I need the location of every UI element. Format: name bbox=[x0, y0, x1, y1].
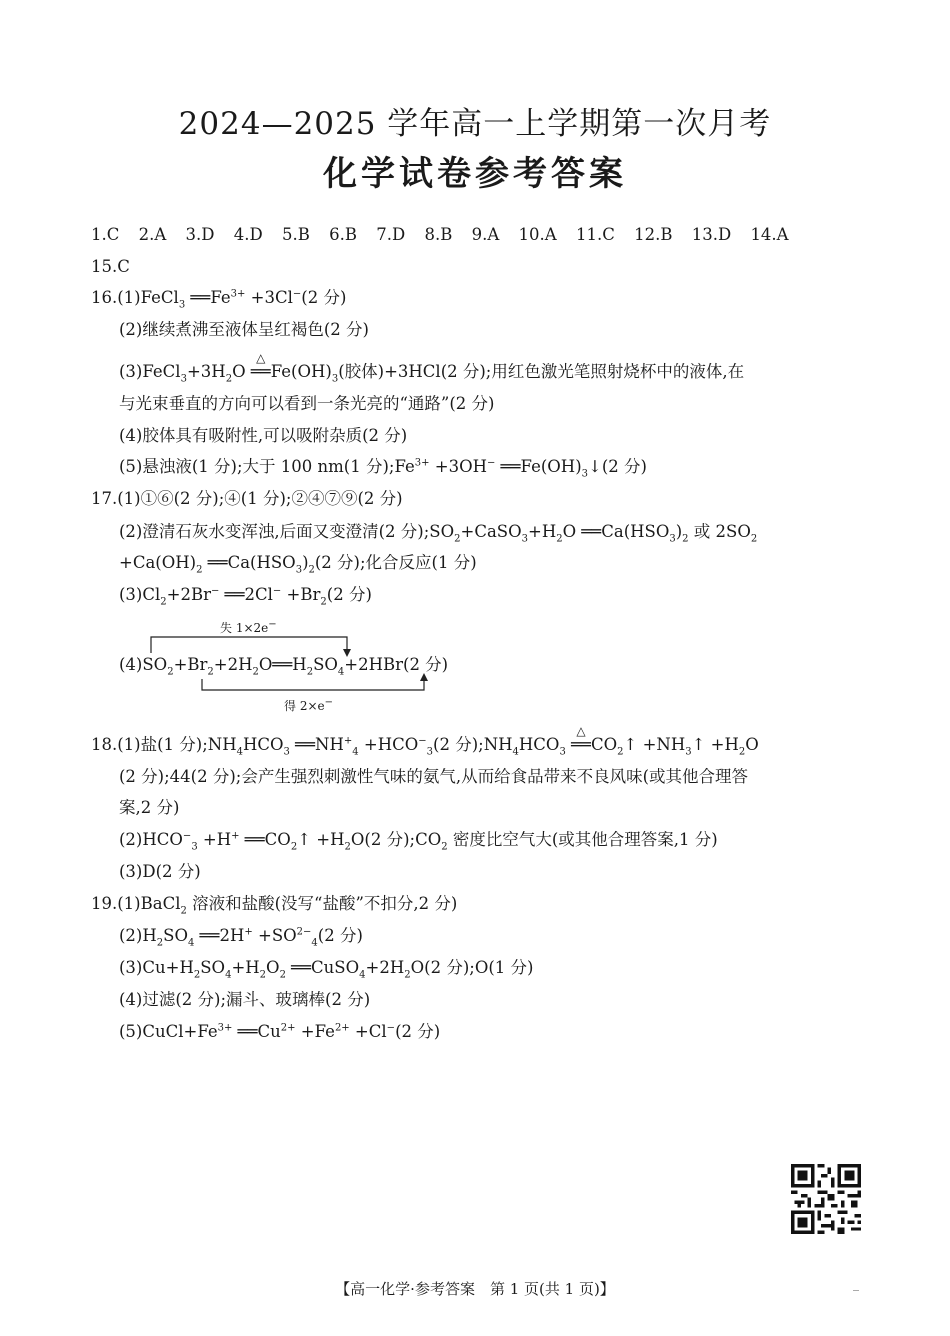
mc-answer: 3.D bbox=[185, 225, 215, 244]
heat-triangle-icon: △ bbox=[576, 724, 586, 738]
q19-part2: $(2)H_2SO_4$ ══2H+ $+SO^{2-}_4(2$ 分) bbox=[119, 926, 363, 949]
q16-part3-line1: $(3)FeCl_3+3H_2O$ △ $══Fe(OH)_3$(胶体)+3HCl(2 分);用红色激光笔照射烧杯中的液体,在 bbox=[119, 361, 744, 383]
q16-part1: 16.(1)FeCl$_3$ $══Fe^{3+} +3Cl^-(2$ 分) bbox=[91, 288, 347, 311]
q19-part5: $(5)CuCl+Fe^{3+}$ $══Cu^{2+} +Fe^{2+} +Cl^-(2$ 分) bbox=[119, 1022, 441, 1041]
q16-part3-line2: 与光束垂直的方向可以看到一条光亮的“通路”(2 分) bbox=[119, 394, 495, 413]
heat-triangle-icon: △ bbox=[256, 351, 266, 365]
mc-answer: 4.D bbox=[233, 225, 263, 244]
mc-answer: 11.C bbox=[575, 225, 615, 244]
page-title-line2: 化学试卷参考答案 bbox=[323, 154, 627, 194]
q17-part4: $(4)SO_2+Br_2+2H_2O══H_2SO_4+2HBr(2$ 分) bbox=[119, 655, 449, 678]
mc-answer: 5.B bbox=[282, 225, 310, 244]
qr-code-icon bbox=[791, 1164, 861, 1234]
q18-part1-line2: (2 分);44(2 分);会产生强烈刺激性气味的氨气,从而给食品带来不良风味(或其他合理答 bbox=[119, 767, 749, 786]
mc-answer: 13.D bbox=[691, 225, 732, 244]
page-title-line1: 2024—2025 学年高一上学期第一次月考 bbox=[178, 106, 772, 142]
q16-part4: (4)胶体具有吸附性,可以吸附杂质(2 分) bbox=[119, 426, 408, 445]
q19-part3: $(3)Cu+H_2SO_4+H_2O_2$ $══CuSO_4+2H_2O(2$ 分);O(1 分) bbox=[119, 958, 534, 981]
electron-loss-arrow bbox=[151, 637, 347, 653]
q19-part1: 19.(1)BaCl$_2$ 溶液和盐酸(没写“盐酸”不扣分,2 分) bbox=[91, 894, 458, 917]
mc-answer: 2.A bbox=[138, 225, 167, 244]
mc-answer: 12.B bbox=[634, 225, 673, 244]
mc-answer: 9.A bbox=[471, 225, 500, 244]
q16-part2: (2)继续煮沸至液体呈红褐色(2 分) bbox=[119, 320, 369, 339]
divider bbox=[853, 1290, 859, 1291]
q17-part2-line1: (2)澄清石灰水变浑浊,后面又变澄清(2 分)$;SO_2+CaSO_3+H_2O$ $══Ca(HSO_3)_2$ 或 $2SO_2$ bbox=[119, 522, 758, 545]
page-footer: 【高一化学·参考答案 第 1 页(共 1 页)】 bbox=[335, 1280, 615, 1298]
q18-part1-line3: 案,2 分) bbox=[119, 798, 180, 817]
q17-part2-line2: $+Ca(OH)_2$ $══Ca(HSO_3)_2(2$ 分);化合反应(1 分) bbox=[119, 553, 477, 576]
electron-gain-label: 得 2×e− bbox=[284, 697, 333, 713]
mc-answer-15: 15.C bbox=[91, 257, 130, 276]
mc-answer: 10.A bbox=[518, 225, 557, 244]
mc-answer: 6.B bbox=[329, 225, 358, 244]
q19-part4: (4)过滤(2 分);漏斗、玻璃棒(2 分) bbox=[119, 990, 371, 1009]
mc-answer: 14.A bbox=[750, 225, 789, 244]
q17-part3: $(3)Cl_2+2Br^-$ ══2Cl− $+Br_2(2$ 分) bbox=[119, 585, 372, 608]
q17-part1: 17.(1)①⑥(2 分);④(1 分);②④⑦⑨(2 分) bbox=[91, 489, 403, 508]
q16-part5: (5)悬浊液(1 分);大于 100 nm(1 分)$;Fe^{3+} +3OH^-$ $══Fe(OH)_3↓(2$ 分) bbox=[119, 457, 647, 480]
mc-answer: 1.C bbox=[91, 225, 120, 244]
q18-part2: $(2)HCO^-_3 +H^+$ $══CO_2↑ +H_2O(2$ 分)$;CO_2$ 密度比空气大(或其他合理答案,1 分) bbox=[119, 830, 718, 853]
mc-answer: 7.D bbox=[376, 225, 406, 244]
electron-gain-arrow bbox=[202, 678, 424, 690]
q18-part1-line1: 18.(1)盐(1 分)$;NH_4HCO_3$ $══NH^+_4 +HCO^-_3(2$ 分)$;NH_4HCO_3$ △ $══CO_2↑$ $+NH_3↑ +H_2O$ bbox=[91, 734, 759, 756]
electron-loss-label: 失 1×2e− bbox=[220, 619, 277, 635]
q18-part3: (3)D(2 分) bbox=[119, 862, 201, 881]
mc-answer: 8.B bbox=[424, 225, 453, 244]
